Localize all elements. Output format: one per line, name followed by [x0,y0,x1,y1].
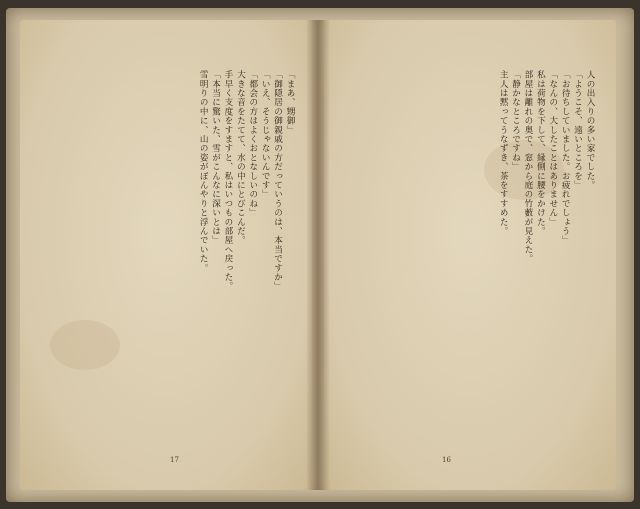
right-paragraph-8: 主人は黙ってうなずき、茶をすすめた。 [498,70,509,236]
left-paragraph-1: 「まあ、甥御」 [285,70,295,135]
left-paragraph-2: 「御隠居の御親戚の方だっていうのは、本当ですか」 [272,70,283,291]
book-spread [6,8,634,502]
book-gutter [306,20,330,490]
right-page-text [340,70,596,440]
left-paragraph-7: 「本当に驚いた、雪がこんなに深いとは」 [210,70,221,245]
left-paragraph-6: 手早く支度をすますと、私はいつもの部屋へ戻った。 [222,70,233,291]
left-paragraph-8: 雪明りの中に、山の姿がぼんやりと浮んでいた。 [198,70,209,273]
right-paragraph-2: 「ようこそ、遠いところを」 [572,70,583,190]
left-paragraph-3: 「いえ、そうじゃないんです」 [260,70,271,199]
left-page [20,20,312,490]
right-paragraph-4: 「なんの、大したことはありません」 [547,70,558,227]
right-page [324,20,616,490]
left-page-text [40,70,296,440]
left-page-number: 17 [170,456,179,464]
right-paragraph-1: 人の出入りの多い家でした。 [585,70,595,190]
right-paragraph-3: 「お待ちしていました。お疲れでしょう」 [560,70,571,245]
right-paragraph-7: 「静かなところですね」 [510,70,521,172]
right-paragraph-5: 私は荷物を下して、縁側に腰をかけた。 [535,70,546,236]
left-paragraph-5: 大きな音をたてて、水の中にとびこんだ。 [235,70,246,245]
right-page-number: 16 [442,456,451,464]
right-paragraph-6: 部屋は離れの奥で、窓から庭の竹藪が見えた。 [522,70,533,264]
left-paragraph-4: 「都会の方はよくおとなしいのね」 [247,70,258,218]
